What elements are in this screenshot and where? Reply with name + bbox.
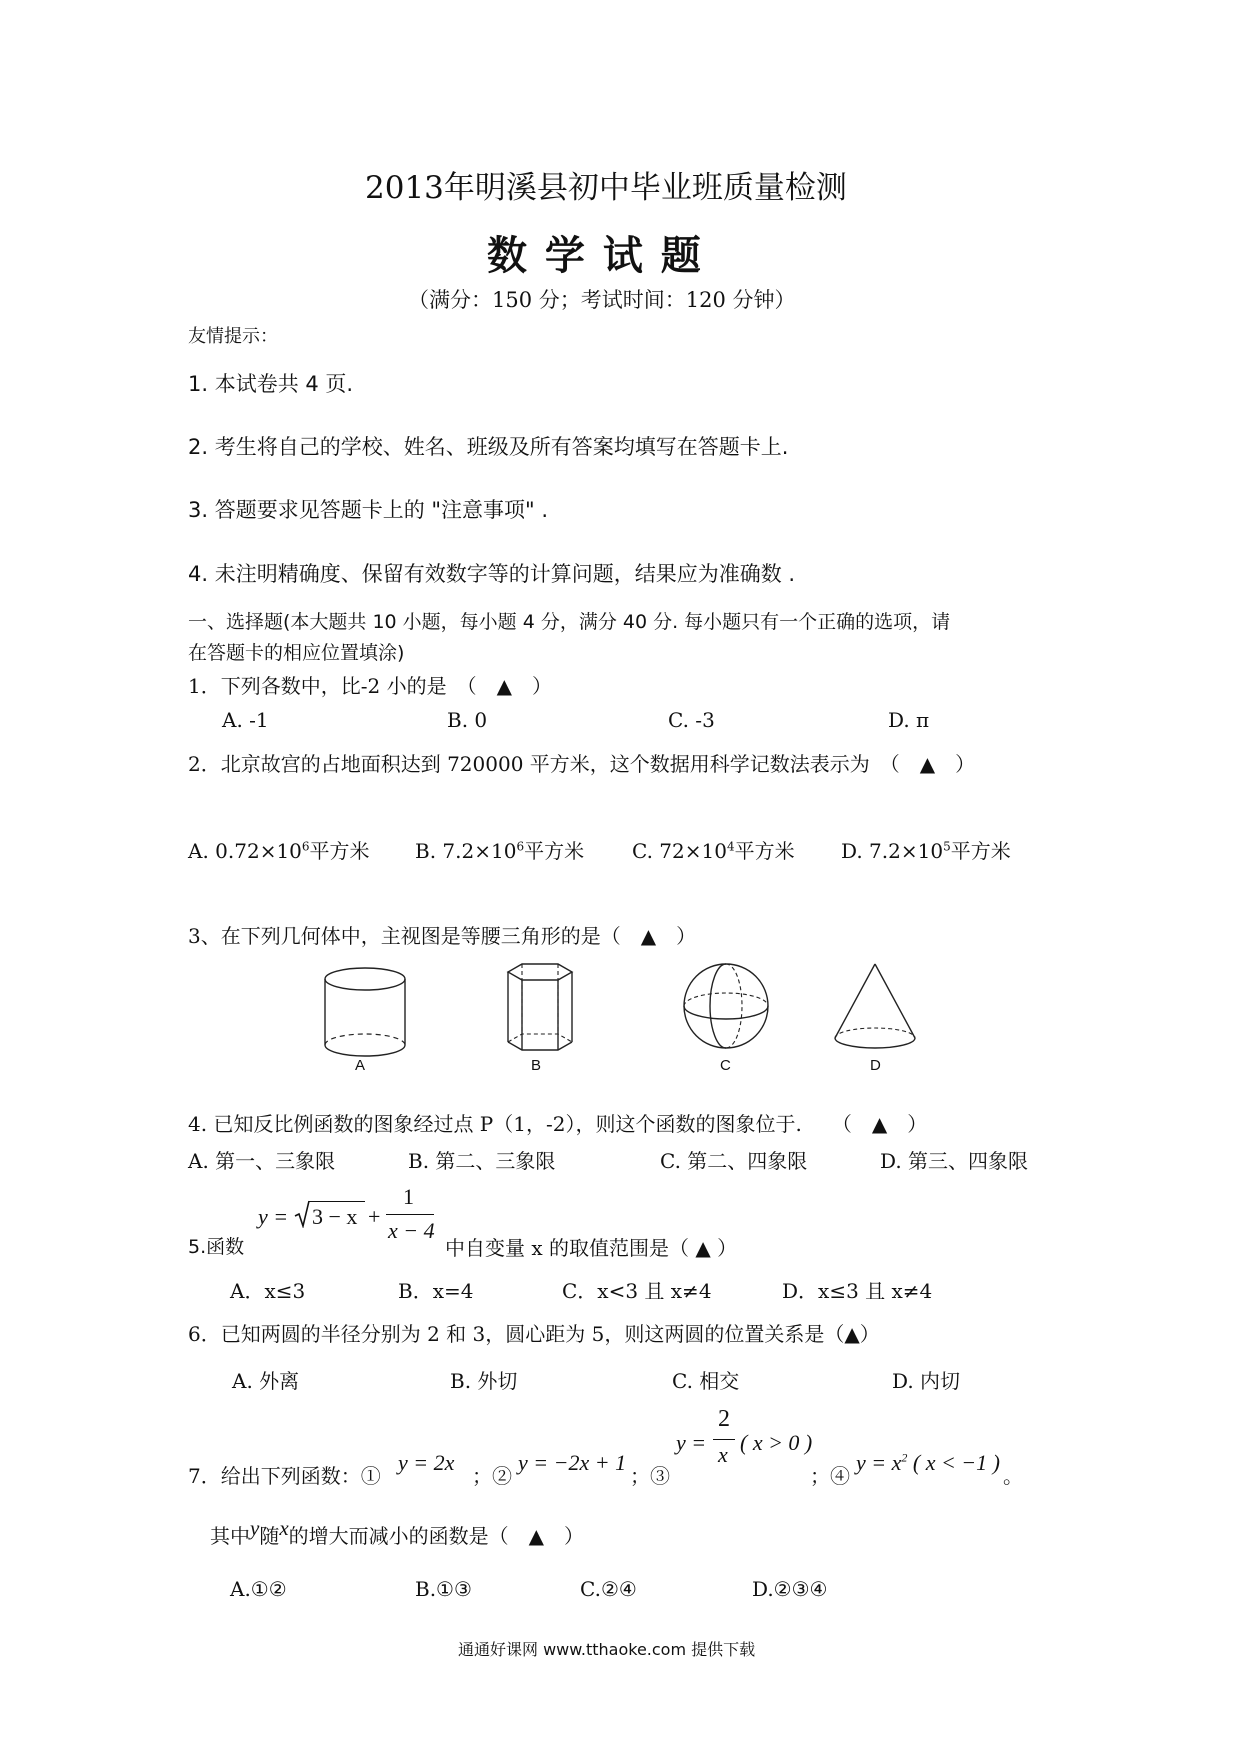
q7-option-a: A.①② (230, 1577, 287, 1601)
q7-function-2: y = −2x + 1 (518, 1450, 627, 1475)
tip-item: 1. 本试卷共 4 页. (188, 372, 354, 396)
q7-line2: 其中y随x的增大而减小的函数是（ ▲ ） (210, 1516, 585, 1548)
q6-option-a: A. 外离 (232, 1369, 300, 1393)
q5-prefix: 5.函数 (188, 1236, 245, 1258)
q7-function-1: y = 2x (398, 1450, 455, 1475)
q7-option-d: D.②③④ (752, 1577, 828, 1601)
tip-item: 4. 未注明精确度、保留有效数字等的计算问题，结果应为准确数 . (188, 562, 796, 586)
q5-option-d: D．x≤3 且 x≠4 (782, 1279, 933, 1303)
q1-option-b: B. 0 (447, 708, 488, 732)
q6-option-b: B. 外切 (450, 1369, 518, 1393)
figure-label-c: C (720, 1057, 731, 1074)
q2-option-c: C. $72\times 10^4$平方米 (632, 839, 795, 863)
figure-label-b: B (531, 1057, 542, 1074)
q5-option-c: C．x<3 且 x≠4 (562, 1279, 712, 1303)
q1-option-d: D. π (888, 708, 930, 732)
q7-sep-3: ；③ (630, 1464, 670, 1488)
exam-title: 2013年明溪县初中毕业班质量检测 (365, 170, 847, 206)
q4-option-d: D. 第三、四象限 (880, 1149, 1029, 1173)
tip-item: 3. 答题要求见答题卡上的 "注意事项" . (188, 498, 549, 522)
tips-heading: 友情提示： (188, 326, 278, 347)
cone-figure (830, 960, 920, 1056)
q1-option-c: C. -3 (668, 708, 715, 732)
q2-option-b: B. $7.2\times 10^6$平方米 (415, 839, 585, 863)
q3-stem: 3、在下列几何体中，主视图是等腰三角形的是（ ▲ ） (188, 924, 697, 948)
q2-option-d: D. $7.2\times 10^5$平方米 (841, 839, 1011, 863)
q6-stem: 6．已知两圆的半径分别为 2 和 3，圆心距为 5，则这两圆的位置关系是（▲） (188, 1322, 880, 1346)
q7-option-c: C.②④ (580, 1577, 637, 1601)
q5-option-b: B．x=4 (398, 1279, 474, 1303)
q2-stem: 2．北京故宫的占地面积达到 720000 平方米，这个数据用科学记数法表示为 （ ▲ ） (188, 752, 976, 776)
q5-suffix: 中自变量 x 的取值范围是（ ▲ ） (445, 1236, 738, 1260)
q7-end: 。 (1003, 1464, 1023, 1488)
figure-label-d: D (870, 1057, 881, 1074)
exam-info: （满分：150 分；考试时间：120 分钟） (408, 288, 796, 312)
q4-option-b: B. 第二、三象限 (408, 1149, 556, 1173)
q1-stem: 1．下列各数中，比-2 小的是 （ ▲ ） (188, 674, 552, 698)
section-heading-cont: 在答题卡的相应位置填涂) (188, 642, 405, 664)
q7-prefix: 7．给出下列函数：① (188, 1464, 381, 1488)
q4-stem: 4. 已知反比例函数的图象经过点 P（1，-2），则这个函数的图象位于. （ ▲ ） (188, 1112, 928, 1136)
q5-formula: y = 3 − x + 1 x − 4 (258, 1184, 435, 1243)
q2-option-a: A. $0.72\times 10^6$平方米 (188, 839, 370, 863)
q7-function-4: $y = x^2$ ( x < −1 ) (856, 1450, 1000, 1475)
q6-option-d: D. 内切 (892, 1369, 961, 1393)
sphere-figure (678, 962, 774, 1052)
tip-item: 2. 考生将自己的学校、姓名、班级及所有答案均填写在答题卡上. (188, 435, 789, 459)
footer: 通通好课网 www.tthaoke.com 提供下载 (458, 1640, 756, 1659)
figure-label-a: A (355, 1057, 366, 1074)
q7-option-b: B.①③ (415, 1577, 472, 1601)
subject-title: 数 学 试 题 (487, 232, 703, 279)
q4-option-c: C. 第二、四象限 (660, 1149, 808, 1173)
q1-option-a: A. -1 (222, 708, 269, 732)
q7-sep-2: ；② (472, 1464, 512, 1488)
cylinder-figure (320, 965, 410, 1060)
hexagonal-prism-figure (500, 962, 580, 1057)
q4-option-a: A. 第一、三象限 (188, 1149, 336, 1173)
q5-option-a: A．x≤3 (230, 1279, 306, 1303)
section-heading: 一、选择题(本大题共 10 小题，每小题 4 分，满分 40 分. 每小题只有一个正确的选项，请 (188, 611, 951, 633)
q6-option-c: C. 相交 (672, 1369, 740, 1393)
q7-function-3: y = 2 x ( x > 0 ) (676, 1406, 813, 1467)
q7-sep-4: ；④ (810, 1464, 850, 1488)
